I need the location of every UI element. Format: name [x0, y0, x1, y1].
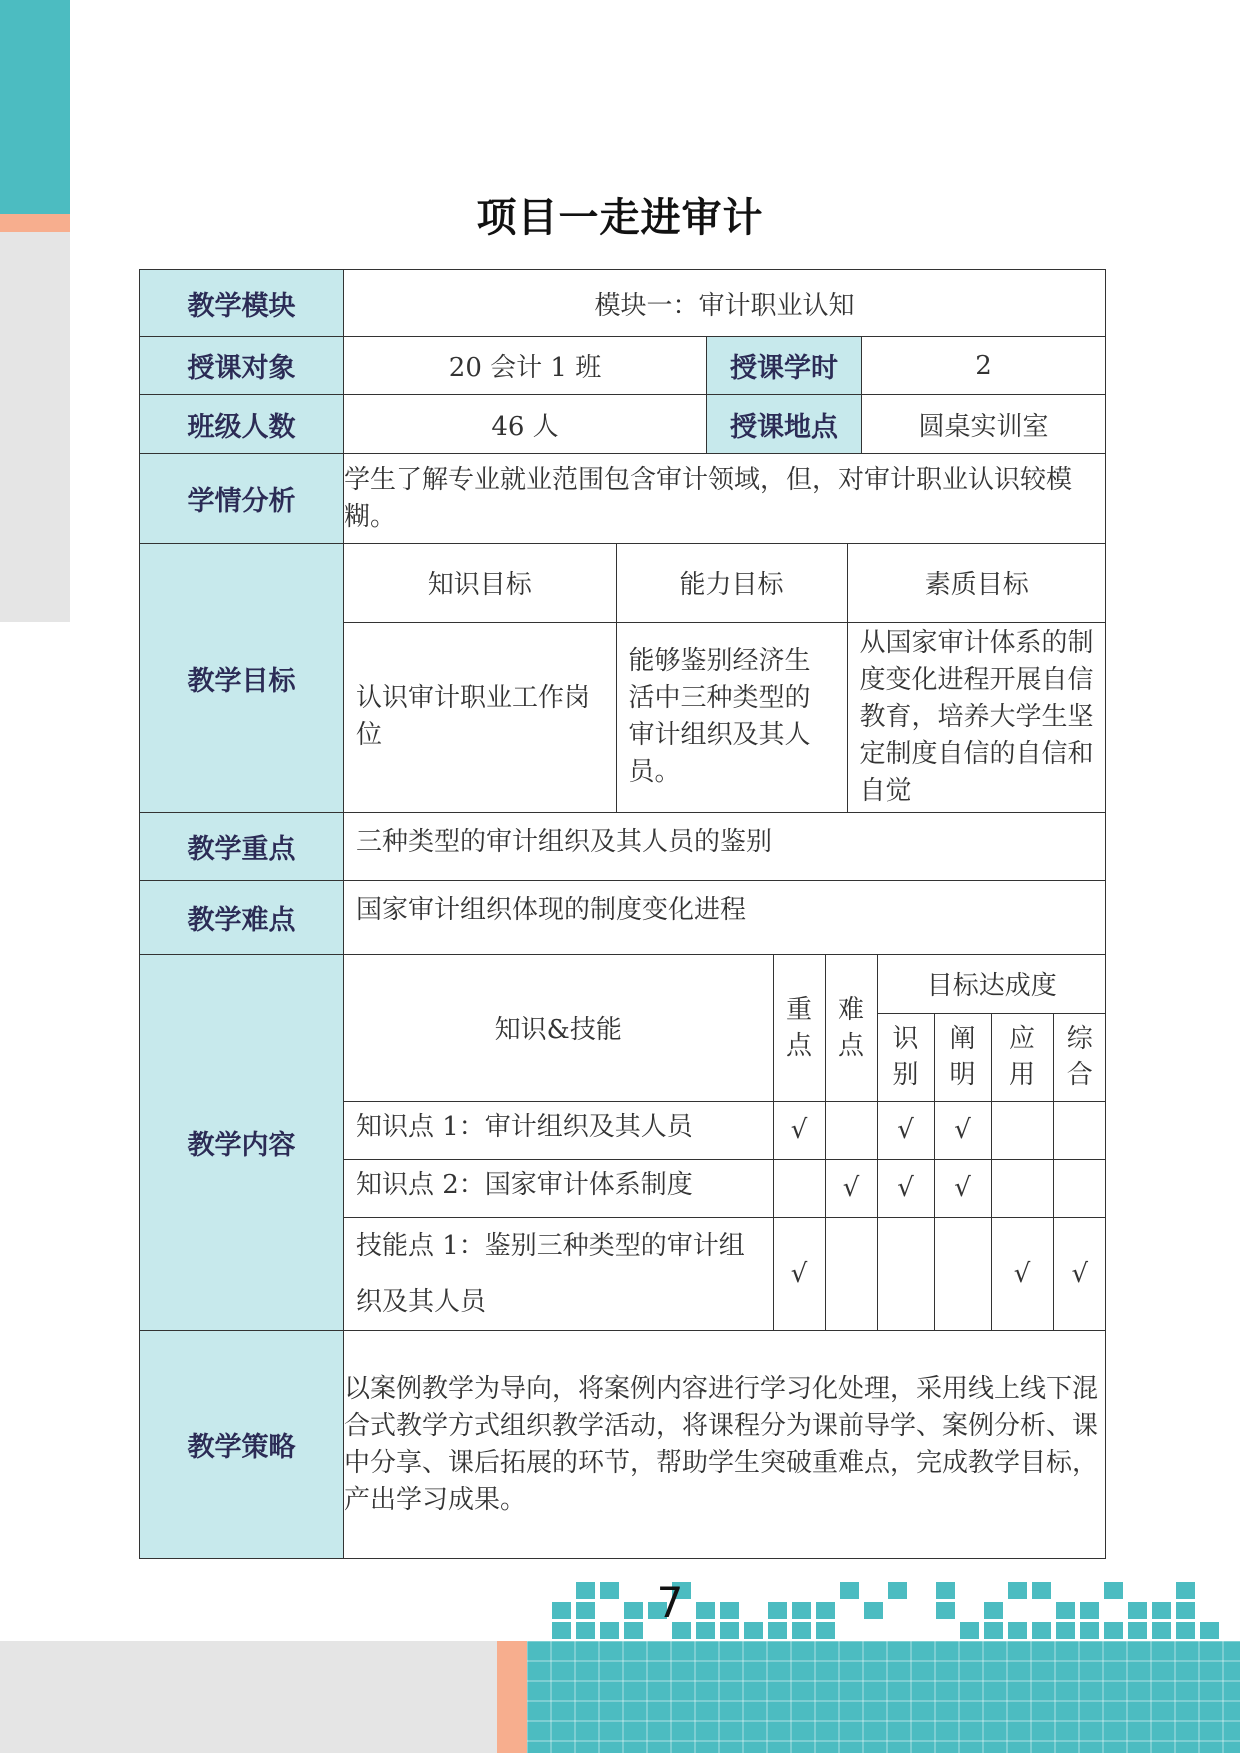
value-hours: 2 [862, 337, 1106, 395]
row-difficulty [140, 881, 1106, 955]
check-mark: √ [991, 1217, 1053, 1330]
decor-tile [768, 1602, 787, 1619]
header-knowledge-skill: 知识&技能 [344, 955, 773, 1101]
decor-tile [720, 1602, 739, 1619]
goal-quality: 从国家审计体系的制度变化进程开展自信教育，培养大学生坚定制度自信的自信和自觉 [847, 622, 1106, 812]
decor-tile [1032, 1622, 1051, 1639]
header-apply: 应 用 [991, 1013, 1053, 1101]
decor-tile [720, 1622, 739, 1639]
row-content [140, 955, 1106, 1331]
content-item-text: 知识点 2：国家审计体系制度 [344, 1159, 773, 1217]
check-mark: √ [934, 1101, 991, 1159]
decor-tile [936, 1582, 955, 1599]
page-title: 项目一走进审计 [476, 195, 764, 241]
decor-tile [960, 1622, 979, 1639]
decor-gray-band-bottom [0, 1641, 500, 1753]
check-mark: √ [877, 1159, 934, 1217]
check-mark: √ [773, 1217, 825, 1330]
content-item-text: 知识点 1：审计组织及其人员 [344, 1101, 773, 1159]
row-strategy [140, 1331, 1106, 1559]
goals-table [344, 544, 1106, 812]
check-mark: √ [877, 1101, 934, 1159]
decor-tile [1176, 1582, 1195, 1599]
value-place: 圆桌实训室 [862, 395, 1106, 454]
check-mark: √ [1053, 1217, 1106, 1330]
decor-tile [600, 1622, 619, 1639]
row-target [140, 337, 1106, 395]
table-row [344, 1159, 1106, 1217]
goal-ability: 能够鉴别经济生活中三种类型的审计组织及其人员。 [616, 622, 847, 812]
decor-tile [840, 1582, 859, 1599]
label-target: 授课对象 [140, 337, 344, 395]
header-explain: 阐 明 [934, 1013, 991, 1101]
value-analysis: 学生了解专业就业范围包含审计领域，但，对审计职业认识较模糊。 [344, 454, 1106, 544]
check-mark [877, 1217, 934, 1330]
decor-tile [888, 1582, 907, 1599]
decor-teal-strip-top [0, 0, 70, 214]
decor-tile [1104, 1582, 1123, 1599]
header-integrate: 综 合 [1053, 1013, 1106, 1101]
label-strategy: 教学策略 [140, 1331, 344, 1559]
page-number: 7 [656, 1578, 684, 1627]
table-row [344, 1101, 1106, 1159]
decor-tile [552, 1602, 571, 1619]
goal-knowledge: 认识审计职业工作岗位 [344, 622, 616, 812]
check-mark [934, 1217, 991, 1330]
check-mark [1053, 1159, 1106, 1217]
goal-header-quality: 素质目标 [847, 544, 1106, 622]
row-analysis [140, 454, 1106, 544]
label-analysis: 学情分析 [140, 454, 344, 544]
decor-tile [1056, 1622, 1075, 1639]
label-goals: 教学目标 [140, 544, 344, 813]
decor-tile-base [527, 1641, 1240, 1753]
value-key: 三种类型的审计组织及其人员的鉴别 [344, 813, 1106, 881]
decor-tile [1128, 1602, 1147, 1619]
header-difficult-point: 难 点 [825, 955, 877, 1101]
check-mark: √ [934, 1159, 991, 1217]
decor-tile [864, 1602, 883, 1619]
check-mark [1053, 1101, 1106, 1159]
decor-tile [1080, 1622, 1099, 1639]
goal-header-knowledge: 知识目标 [344, 544, 616, 622]
decor-tile [816, 1602, 835, 1619]
goal-header-ability: 能力目标 [616, 544, 847, 622]
label-place: 授课地点 [707, 395, 862, 454]
check-mark [773, 1159, 825, 1217]
decor-orange-band-bottom [497, 1641, 527, 1753]
lesson-plan-table [139, 269, 1106, 1559]
decor-tile [1176, 1602, 1195, 1619]
decor-tile [984, 1622, 1003, 1639]
decor-tile [936, 1602, 955, 1619]
label-hours: 授课学时 [707, 337, 862, 395]
row-size [140, 395, 1106, 454]
decor-tile [576, 1582, 595, 1599]
header-identify: 识 别 [877, 1013, 934, 1101]
decor-tile [744, 1622, 763, 1639]
content-item-text: 技能点 1：鉴别三种类型的审计组织及其人员 [344, 1217, 773, 1330]
check-mark: √ [825, 1159, 877, 1217]
check-mark [825, 1217, 877, 1330]
label-difficulty: 教学难点 [140, 881, 344, 955]
decor-gray-strip-left [0, 232, 70, 622]
decor-tile [1056, 1602, 1075, 1619]
decor-tile [1032, 1582, 1051, 1599]
decor-tile [984, 1602, 1003, 1619]
decor-tile [1200, 1622, 1219, 1639]
check-mark [991, 1159, 1053, 1217]
decor-tile [552, 1622, 571, 1639]
decor-tile [1080, 1602, 1099, 1619]
decor-tile [600, 1582, 619, 1599]
decor-tile [1152, 1602, 1171, 1619]
label-class-size: 班级人数 [140, 395, 344, 454]
label-module: 教学模块 [140, 270, 344, 337]
table-row [344, 1217, 1106, 1330]
decor-tile [576, 1622, 595, 1639]
decor-tile [1176, 1622, 1195, 1639]
decor-tile [1008, 1582, 1027, 1599]
decor-tile [1128, 1622, 1147, 1639]
row-key [140, 813, 1106, 881]
decor-tile [1152, 1622, 1171, 1639]
decor-tile [576, 1602, 595, 1619]
value-class-size: 46 人 [344, 395, 707, 454]
check-mark [825, 1101, 877, 1159]
check-mark: √ [773, 1101, 825, 1159]
check-mark [991, 1101, 1053, 1159]
header-goal-achievement: 目标达成度 [877, 955, 1106, 1013]
row-module [140, 270, 1106, 337]
decor-tile [768, 1622, 787, 1639]
value-target: 20 会计 1 班 [344, 337, 707, 395]
decor-tile [792, 1622, 811, 1639]
value-difficulty: 国家审计组织体现的制度变化进程 [344, 881, 1106, 955]
value-module: 模块一：审计职业认知 [344, 270, 1106, 337]
label-key: 教学重点 [140, 813, 344, 881]
row-goals [140, 544, 1106, 813]
decor-tile [816, 1622, 835, 1639]
decor-tile [1008, 1622, 1027, 1639]
decor-tile [1104, 1622, 1123, 1639]
content-table [344, 955, 1106, 1330]
header-key-point: 重 点 [773, 955, 825, 1101]
value-strategy: 以案例教学为导向，将案例内容进行学习化处理，采用线上线下混合式教学方式组织教学活动，将课程分为课前导学、案例分析、课中分享、课后拓展的环节，帮助学生突破重难点，完成教学目标，产出学习成果。 [344, 1331, 1106, 1559]
label-content: 教学内容 [140, 955, 344, 1331]
decor-tile [792, 1602, 811, 1619]
